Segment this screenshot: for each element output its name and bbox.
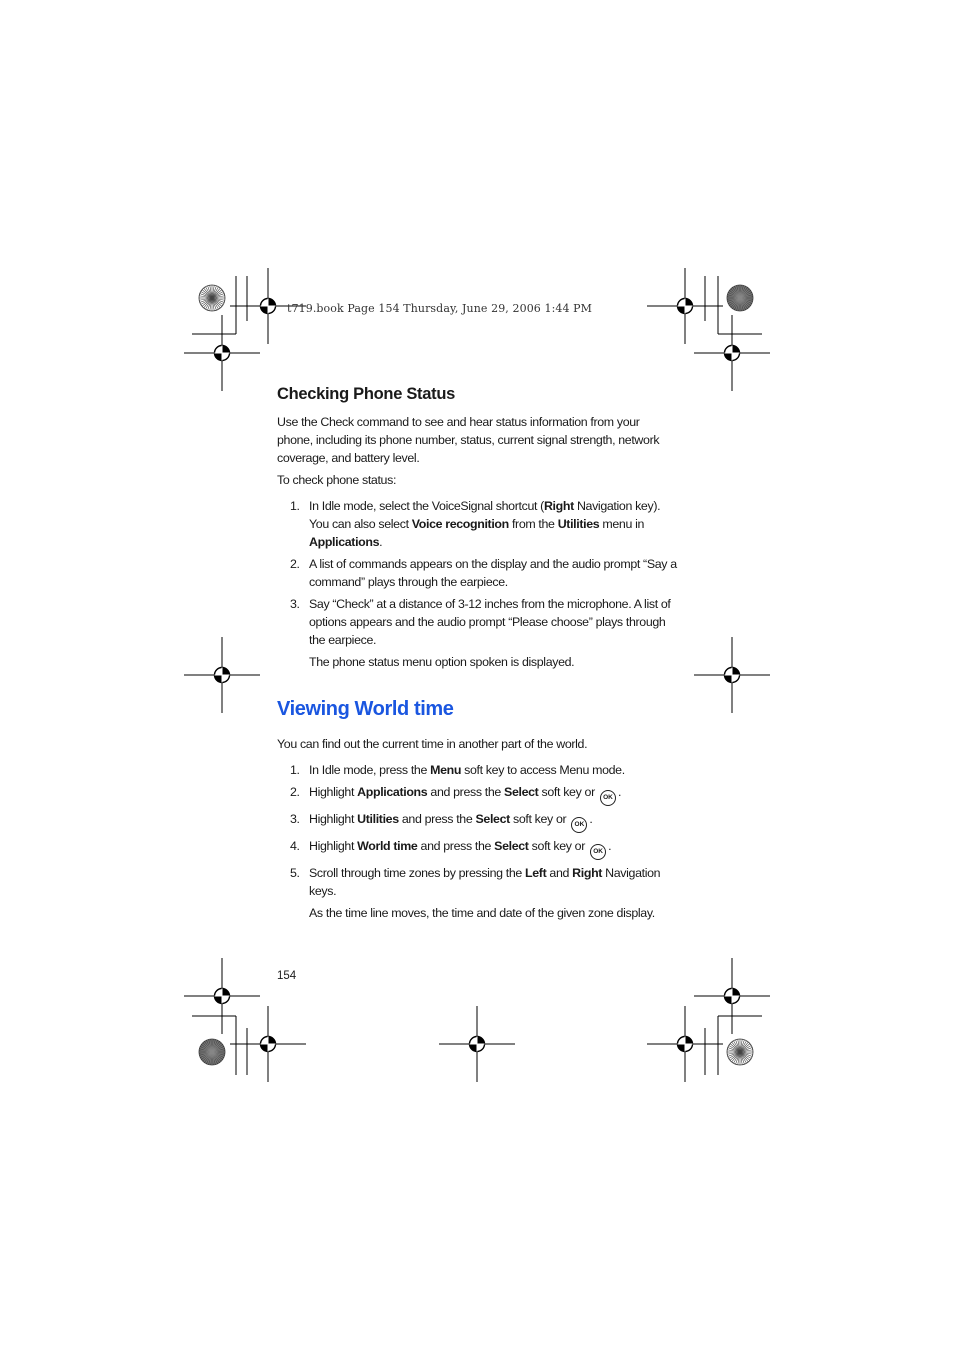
- section1-lead: To check phone status:: [277, 473, 397, 487]
- sunburst-mark: [727, 285, 753, 311]
- registration-target-icon: [184, 315, 260, 391]
- section1-intro: Use the Check command to see and hear status information from your phone, including its phone number, status, current signal strength, network coverage, and battery level.: [277, 415, 660, 465]
- page-content: [277, 383, 677, 922]
- registration-target-icon: [694, 958, 770, 1034]
- registration-target-icon: [694, 315, 770, 391]
- list-item: 3. Highlight Utilities and press the Select soft key or OK .: [277, 810, 677, 833]
- registration-target-icon: [184, 637, 260, 713]
- list-item: 4. Highlight World time and press the Select soft key or OK .: [277, 837, 677, 860]
- registration-target-icon: [230, 1006, 306, 1082]
- list-item: 5. Scroll through time zones by pressing the Left and Right Navigation keys.: [290, 866, 661, 898]
- sunburst-mark: [199, 1039, 225, 1065]
- sunburst-mark: [199, 285, 225, 311]
- list-item: 2. Highlight Applications and press the Select soft key or OK .: [277, 783, 677, 806]
- registration-target-icon: [647, 268, 723, 344]
- registration-target-icon: [184, 958, 260, 1034]
- ok-key-icon: OK: [590, 844, 606, 860]
- section-heading-checking-phone-status: Checking Phone Status: [277, 385, 455, 403]
- ok-key-icon: OK: [571, 817, 587, 833]
- list-item: 2. A list of commands appears on the display and the audio prompt “Say a command” plays through the earpiece.: [290, 557, 677, 589]
- list-item: 3. Say “Check” at a distance of 3-12 inches from the microphone. A list of options appears and the audio prompt “Please choose” plays through the earpiece.: [290, 597, 671, 647]
- section2-note: As the time line moves, the time and date of the given zone display.: [309, 906, 655, 920]
- section2-intro: You can find out the current time in another part of the world.: [277, 737, 588, 751]
- registration-target-icon: [694, 637, 770, 713]
- registration-target-icon: [647, 1006, 723, 1082]
- page-number: 154: [277, 970, 297, 982]
- section2-steps: [277, 761, 677, 900]
- book-header: t719.book Page 154 Thursday, June 29, 2006 1:44 PM: [287, 302, 593, 315]
- list-item: 1. In Idle mode, press the Menu soft key to access Menu mode.: [290, 763, 625, 777]
- ok-key-icon: OK: [600, 790, 616, 806]
- list-item: 1. In Idle mode, select the VoiceSignal shortcut (Right Navigation key). You can also select Voice recognition from the Utilities menu in Applications.: [290, 499, 661, 549]
- section1-steps: [277, 497, 677, 649]
- registration-target-icon: [439, 1006, 515, 1082]
- section-heading-viewing-world-time: Viewing World time: [277, 698, 454, 720]
- sunburst-mark: [727, 1039, 753, 1065]
- section1-note: The phone status menu option spoken is displayed.: [309, 655, 575, 669]
